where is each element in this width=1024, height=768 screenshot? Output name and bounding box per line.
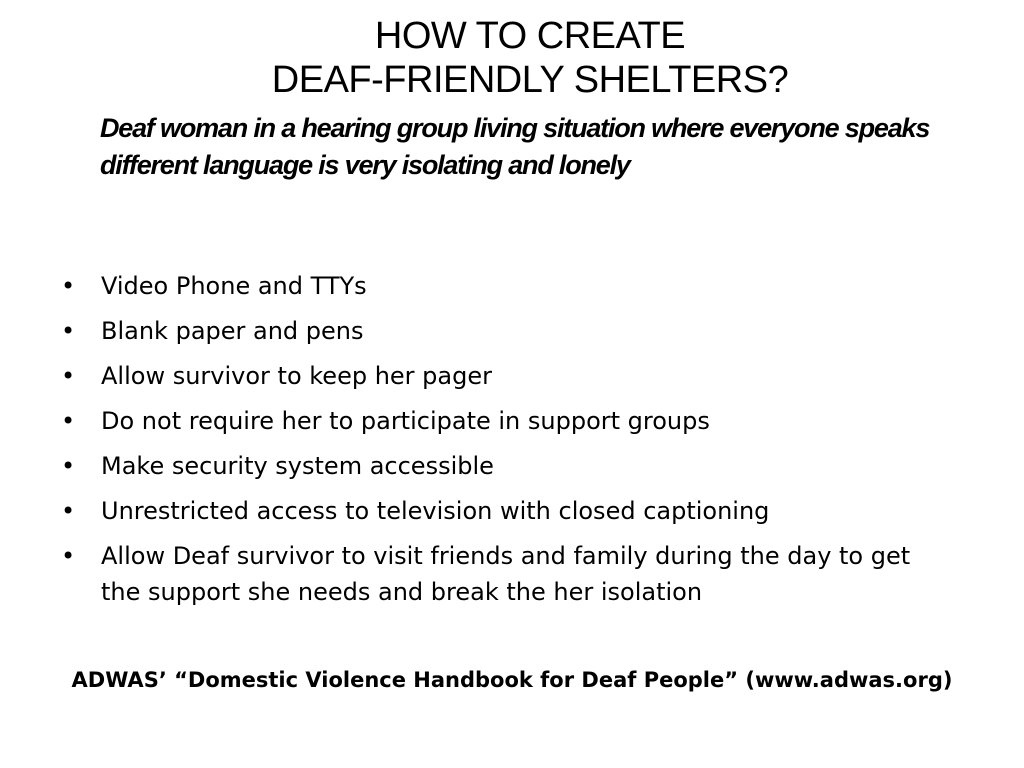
bullet-item — [57, 448, 957, 484]
bullet-item — [57, 358, 957, 394]
slide-subtitle: Deaf woman in a hearing group living situation where everyone speaks different language is very isolating and lonely — [100, 113, 930, 180]
source-citation: ADWAS’ “Domestic Violence Handbook for Deaf People” (www.adwas.org) — [71, 668, 953, 692]
bullet-dot-icon: • — [61, 407, 76, 435]
bullet-text: Make security system accessible — [101, 452, 494, 480]
slide-title-line-2: DEAF-FRIENDLY SHELTERS? — [271, 59, 789, 101]
bullet-item — [57, 493, 957, 529]
bullet-dot-icon: • — [61, 542, 76, 570]
bullet-dot-icon: • — [61, 452, 76, 480]
bullet-text: Video Phone and TTYs — [101, 272, 367, 300]
bullet-text: Do not require her to participate in support groups — [101, 407, 710, 435]
bullet-item — [57, 538, 957, 610]
bullet-dot-icon: • — [61, 497, 76, 525]
slide-title — [0, 14, 1024, 102]
bullet-text: Blank paper and pens — [101, 317, 364, 345]
bullet-item — [57, 313, 957, 349]
bullet-text: Allow Deaf survivor to visit friends and family during the day to get the support she needs and break the her isolation — [101, 542, 911, 606]
bullet-text: Allow survivor to keep her pager — [101, 362, 492, 390]
bullet-dot-icon: • — [61, 362, 76, 390]
bullet-item — [57, 268, 957, 304]
bullet-list — [57, 268, 957, 619]
bullet-dot-icon: • — [61, 272, 76, 300]
bullet-text: Unrestricted access to television with closed captioning — [101, 497, 770, 525]
bullet-item — [57, 403, 957, 439]
slide-title-line-1: HOW TO CREATE — [374, 15, 686, 57]
bullet-dot-icon: • — [61, 317, 76, 345]
